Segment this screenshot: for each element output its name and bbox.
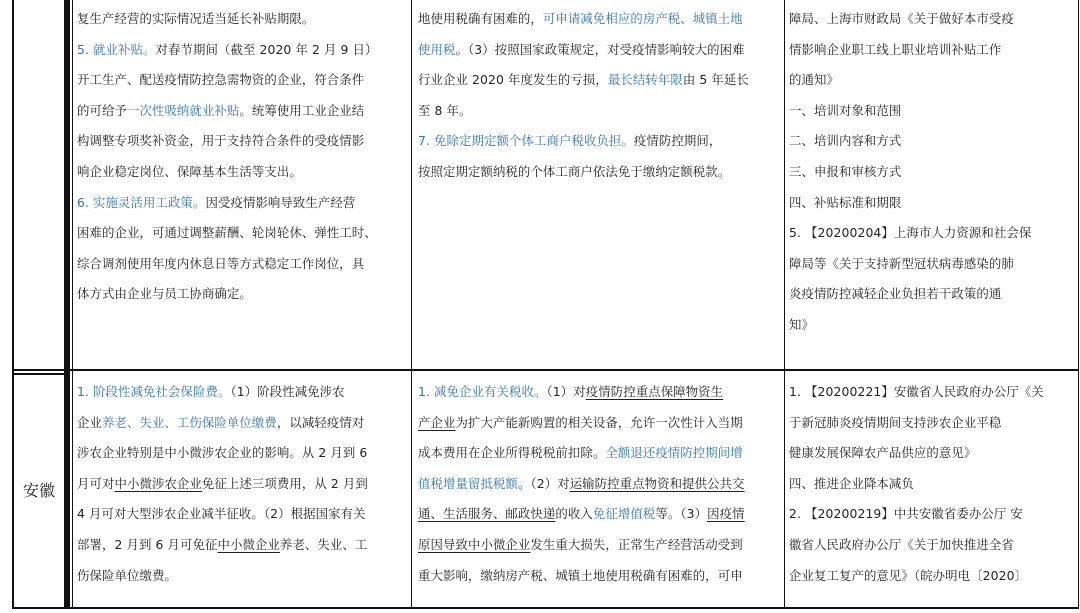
underlined-text: 因疫情	[707, 506, 745, 522]
highlight-text: 免征增值税	[592, 506, 656, 522]
body-text: 为扩大产能新购置的相关设备，允许一次性计入当期	[455, 414, 743, 430]
body-text: 二、培训内容和方式	[789, 133, 902, 149]
text-line	[418, 377, 783, 408]
text-line	[77, 249, 407, 280]
text-line	[789, 438, 1079, 469]
text-line	[789, 377, 1079, 408]
body-text: 综合调剂使用年度内休息日等方式稳定工作岗位，具	[77, 255, 365, 271]
text-line	[77, 530, 407, 561]
text-line	[418, 65, 783, 96]
text-line	[789, 157, 1079, 188]
text-line	[789, 218, 1079, 249]
text-line	[789, 4, 1079, 35]
text-line	[789, 499, 1079, 530]
body-text: 成本费用在企业所得税税前扣除。	[418, 445, 606, 461]
body-text: 1. 【20200221】安徽省人民政府办公厅《关	[789, 384, 1044, 399]
text-line	[789, 469, 1079, 500]
highlight-text: 6. 实施灵活用工政策。	[77, 194, 206, 210]
border-col2-left	[411, 0, 412, 609]
highlight-text: 全额退还疫情防控期间增	[605, 445, 743, 461]
body-text: 于新冠肺炎疫情期间支持涉农企业平稳	[789, 414, 1002, 430]
text-line	[789, 530, 1079, 561]
text-line	[77, 65, 407, 96]
body-text: 体方式由企业与员工协商确定。	[77, 286, 252, 302]
text-line	[418, 469, 783, 500]
body-text: 健康发展保障农产品供应的意见》	[789, 445, 977, 461]
highlight-text: 5. 就业补贴。	[77, 41, 156, 57]
body-text: 的可给予	[77, 102, 127, 118]
body-text: 因受疫情影响导致生产经营	[205, 194, 356, 210]
text-line	[418, 408, 783, 439]
text-line	[789, 96, 1079, 127]
text-line	[77, 157, 407, 188]
body-text: 养老、失业、工	[279, 536, 368, 552]
body-text: 构调整专项奖补资金，用于支持符合条件的受疫情影	[77, 133, 365, 149]
highlight-text: 7. 免除定期定额个体工商户税收负担。	[418, 133, 634, 149]
border-col3-left	[784, 0, 785, 609]
text-line	[789, 561, 1079, 592]
text-line	[789, 126, 1079, 157]
body-text: 。统筹使用工业企业结	[239, 102, 365, 118]
body-text: （1）阶段性减免涉农	[230, 384, 345, 399]
text-line	[77, 499, 407, 530]
body-text: 至 8 年。	[418, 102, 472, 118]
text-line	[77, 561, 407, 592]
border-left-thick	[64, 0, 70, 609]
border-left-outer	[12, 0, 14, 609]
body-text: 炎疫情防控减轻企业负担若干政策的通	[789, 286, 1002, 302]
body-text: 一、培训对象和范围	[789, 102, 902, 118]
text-line	[789, 408, 1079, 439]
text-line	[77, 4, 407, 35]
highlight-text: 养老、失业、工伤保险单位缴费	[101, 414, 277, 430]
row2-tax-cell	[418, 377, 783, 609]
text-line	[77, 126, 407, 157]
underlined-text: 疫情防控重点保障物资生	[585, 384, 724, 399]
text-line	[418, 157, 783, 188]
underlined-text: 中小微涉农企业	[114, 475, 202, 491]
body-text: 部署，2 月到 6 月可免征	[77, 536, 218, 552]
body-text: 。（3）按照国家政策规定，对受疫情影响较大的困难	[455, 41, 745, 57]
text-line	[418, 530, 783, 561]
body-text: 地使用税确有困难的，	[418, 11, 543, 26]
body-text: 月可对	[77, 475, 115, 491]
body-text: 等。（3）	[655, 506, 708, 522]
body-text: （1）对	[546, 384, 586, 399]
highlight-text: 1. 减免企业有关税收。	[418, 384, 547, 399]
body-text: 四、补贴标准和期限	[789, 194, 902, 210]
highlight-text: 一次性吸纳就业补贴	[126, 102, 240, 118]
border-bottom	[12, 607, 1079, 609]
text-line	[77, 469, 407, 500]
text-line	[77, 377, 407, 408]
text-line	[77, 188, 407, 219]
text-line	[789, 249, 1079, 280]
body-text: 情影响企业职工线上职业培训补贴工作	[789, 41, 1002, 57]
row2-source-cell	[789, 377, 1079, 609]
body-text: 困难的企业，可通过调整薪酬、轮岗轮休、弹性工时、	[77, 225, 377, 241]
body-text: 知》	[789, 316, 814, 332]
row2-policy-cell	[77, 377, 407, 609]
body-text: 。（2）对	[517, 475, 570, 491]
body-text: 疫情防控期间，	[633, 133, 722, 149]
underlined-text: 中小微企业	[217, 536, 280, 552]
underlined-text: 通、生活服务、邮政快递	[418, 506, 556, 522]
body-text: 免征上述三项费用，从 2 月到	[201, 475, 368, 491]
body-text: 四、推进企业降本减负	[789, 475, 914, 491]
text-line	[789, 35, 1079, 66]
body-text: 三、申报和审核方式	[789, 163, 902, 179]
body-text: 响企业稳定岗位、保障基本生活等支出。	[77, 163, 302, 179]
body-text: 2. 【20200219】中共安徽省委办公厅 安	[789, 506, 1023, 522]
text-line	[789, 310, 1079, 341]
highlight-text: 最长结转年限	[607, 72, 683, 88]
row1-province-cell	[14, 0, 62, 368]
text-line	[789, 65, 1079, 96]
body-text: 行业企业 2020 年度发生的亏损，	[418, 72, 608, 88]
text-line	[77, 218, 407, 249]
text-line	[77, 96, 407, 127]
body-text: 的通知》	[789, 72, 839, 88]
body-text: 障局等《关于支持新型冠状病毒感染的肺	[789, 255, 1014, 271]
body-text: 企业	[77, 414, 102, 430]
body-text: 重大影响，缴纳房产税、城镇土地使用税确有困难的，可申	[418, 567, 743, 583]
text-line	[77, 438, 407, 469]
border-col1-left	[72, 0, 73, 609]
text-line	[77, 35, 407, 66]
text-line	[418, 96, 783, 127]
text-line	[789, 279, 1079, 310]
text-line	[418, 499, 783, 530]
border-row-divider-thin	[12, 373, 70, 375]
text-line	[418, 561, 783, 592]
row1-policy-cell	[77, 4, 407, 368]
body-text: 按照定期定额纳税的个体工商户依法免于缴纳定额税款。	[418, 163, 731, 179]
text-line	[418, 126, 783, 157]
underlined-text: 原因导致中小微企业	[418, 536, 531, 552]
row1-tax-cell	[418, 4, 783, 368]
body-text: 4 月可对大型涉农企业减半征收。（2）根据国家有关	[77, 506, 366, 522]
text-line	[77, 408, 407, 439]
underlined-text: 产企业	[418, 414, 456, 430]
text-line	[77, 279, 407, 310]
row2-province-cell	[14, 376, 64, 606]
body-text: 开工生产、配送疫情防控急需物资的企业，符合条件	[77, 72, 365, 88]
body-text: 的收入	[555, 506, 593, 522]
body-text: ，以减轻疫情对	[276, 414, 365, 430]
highlight-text: 使用税	[418, 41, 456, 57]
highlight-text: 可申请减免相应的房产税、城镇土地	[542, 11, 743, 26]
text-line	[418, 35, 783, 66]
border-right	[1078, 0, 1079, 609]
body-text: 障局、上海市财政局《关于做好本市受疫	[789, 11, 1014, 26]
body-text: 徽省人民政府办公厅《关于加快推进全省	[789, 536, 1014, 552]
body-text: 5. 【20200204】上海市人力资源和社会保	[789, 225, 1032, 241]
body-text: 对春节期间（截至 2020 年 2 月 9 日）	[155, 41, 378, 57]
underlined-text: 运输防控重点物资和提供公共交	[569, 475, 745, 491]
body-text: 涉农企业特别是中小微涉农企业的影响。从 2 月到 6	[77, 445, 368, 461]
row2-province: 安徽	[22, 481, 55, 500]
body-text: 伤保险单位缴费。	[77, 567, 177, 583]
text-line	[789, 188, 1079, 219]
highlight-text: 1. 阶段性减免社会保险费。	[77, 384, 231, 399]
text-line	[418, 4, 783, 35]
body-text: 复生产经营的实际情况适当延长补贴期限。	[77, 11, 315, 26]
body-text: 企业复工复产的意见》（皖办明电〔2020〕	[789, 567, 1028, 583]
row1-source-cell	[789, 4, 1079, 368]
text-line	[418, 438, 783, 469]
body-text: 发生重大损失，正常生产经营活动受到	[530, 536, 743, 552]
border-row-divider	[12, 369, 1079, 371]
highlight-text: 值税增量留抵税额	[418, 475, 518, 491]
body-text: 由 5 年延长	[682, 72, 749, 88]
